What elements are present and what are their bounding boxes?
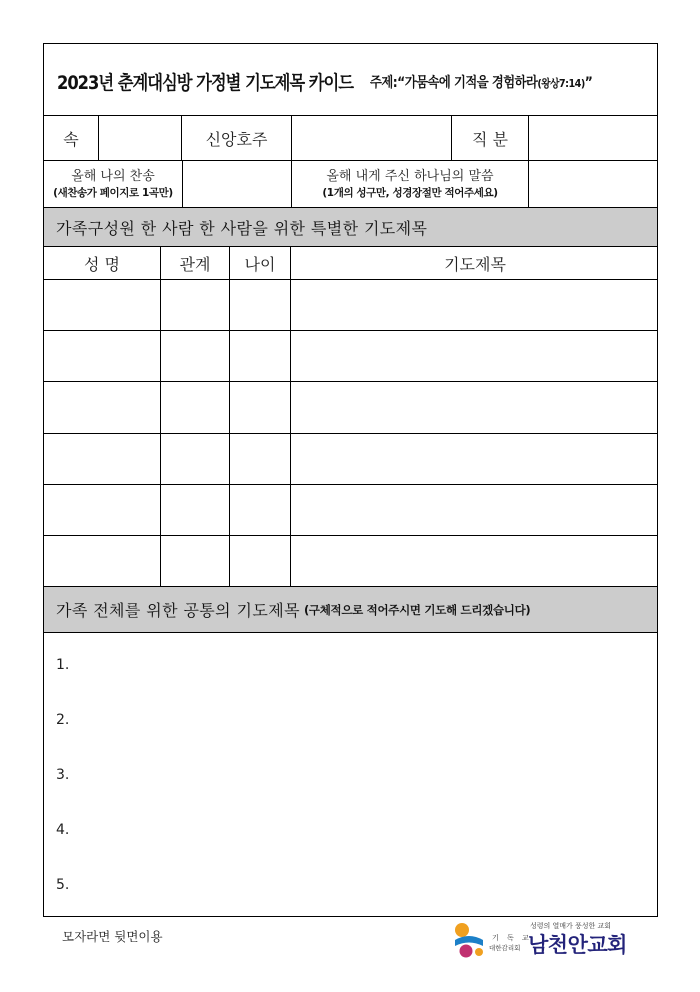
card-title: 2023년 춘계대심방 가정별 기도제목 카이드 [57,72,354,94]
family-section-title: 가족 전체를 위한 공통의 기도제목 [56,601,300,620]
emblem-pink-dot [460,945,473,958]
family-section-header [44,587,657,633]
member-name-cell[interactable] [44,434,160,484]
church-emblem-icon [452,922,486,958]
col-prayer-header: 기도제목 [290,247,659,279]
list-item: 1. [56,657,70,673]
prayer-card [43,43,658,917]
member-prayer-cell[interactable] [290,434,659,484]
district-input[interactable] [98,116,181,160]
member-age-cell[interactable] [229,536,290,586]
list-item: 2. [56,712,70,728]
member-age-cell[interactable] [229,331,290,381]
hymn-input[interactable] [182,161,291,207]
member-relation-cell[interactable] [160,434,229,484]
word-note: (1개의 성구만, 성경장절만 적어주세요) [322,187,498,199]
card-theme [370,72,592,92]
position-label: 직 분 [451,116,528,160]
emblem-orange-small-dot [475,948,483,956]
member-name-cell[interactable] [44,536,160,586]
member-prayer-cell[interactable] [290,485,659,535]
member-relation-cell[interactable] [160,485,229,535]
family-prayer-list[interactable] [44,633,657,917]
member-age-cell[interactable] [229,280,290,330]
member-relation-cell[interactable] [160,382,229,433]
logo-denomination-sub: 대한감리회 [489,944,521,952]
member-age-cell[interactable] [229,434,290,484]
col-name-header: 성 명 [84,254,120,274]
members-section-header [44,208,657,247]
member-relation-cell[interactable] [160,280,229,330]
theme-reference: (왕상7:14) [537,77,585,90]
members-section-title: 가족구성원 한 사람 한 사람을 위한 특별한 기도제목 [56,218,428,238]
list-item: 4. [56,822,70,838]
table-row [44,331,657,382]
table-row [44,485,657,536]
table-row [44,536,657,587]
member-name-cell[interactable] [44,382,160,433]
table-row [44,434,657,485]
emblem-blue-shape [455,936,483,946]
member-name-cell[interactable] [44,485,160,535]
member-relation-cell[interactable] [160,331,229,381]
logo-tagline: 성령의 열매가 풍성한 교회 [530,922,612,930]
table-row [44,382,657,434]
member-prayer-cell[interactable] [290,331,659,381]
church-name: 남천안교회 [528,933,627,957]
logo-denomination: 기 독 교 [492,934,532,942]
title-row [44,44,657,116]
word-label: 올해 내게 주신 하나님의 말씀 [326,169,494,184]
hymn-note: (새찬송가 페이지로 1곡만) [53,187,173,199]
col-age-header: 나이 [229,247,290,279]
hymn-label: 올해 나의 찬송 [71,169,155,184]
member-name-cell[interactable] [44,280,160,330]
member-prayer-cell[interactable] [290,280,659,330]
list-item: 3. [56,767,70,783]
head-of-household-label: 신앙호주 [181,116,291,160]
member-age-cell[interactable] [229,485,290,535]
member-age-cell[interactable] [229,382,290,433]
member-name-cell[interactable] [44,331,160,381]
word-label-cell [291,161,528,207]
theme-close-quote: ” [584,75,593,91]
family-section-heading [56,587,530,632]
member-prayer-cell[interactable] [290,382,659,433]
emblem-orange-dot [455,923,469,937]
word-input[interactable] [528,161,659,207]
theme-label: 주제:“가뭄속에 기적을 경험하라 [370,75,538,91]
info-row-2 [44,161,657,208]
member-prayer-cell[interactable] [290,536,659,586]
member-relation-cell[interactable] [160,536,229,586]
footer-note: 모자라면 뒷면이용 [62,929,163,944]
hymn-label-cell [44,161,182,207]
members-table-header [44,247,657,280]
church-logo [452,921,652,959]
table-row [44,280,657,331]
district-label: 속 [63,129,79,149]
info-row-1 [44,116,657,161]
position-input[interactable] [528,116,659,160]
head-of-household-input[interactable] [291,116,451,160]
family-section-note: (구체적으로 적어주시면 기도해 드리겠습니다) [303,602,531,617]
list-item: 5. [56,877,70,893]
col-relation-header: 관계 [160,247,229,279]
